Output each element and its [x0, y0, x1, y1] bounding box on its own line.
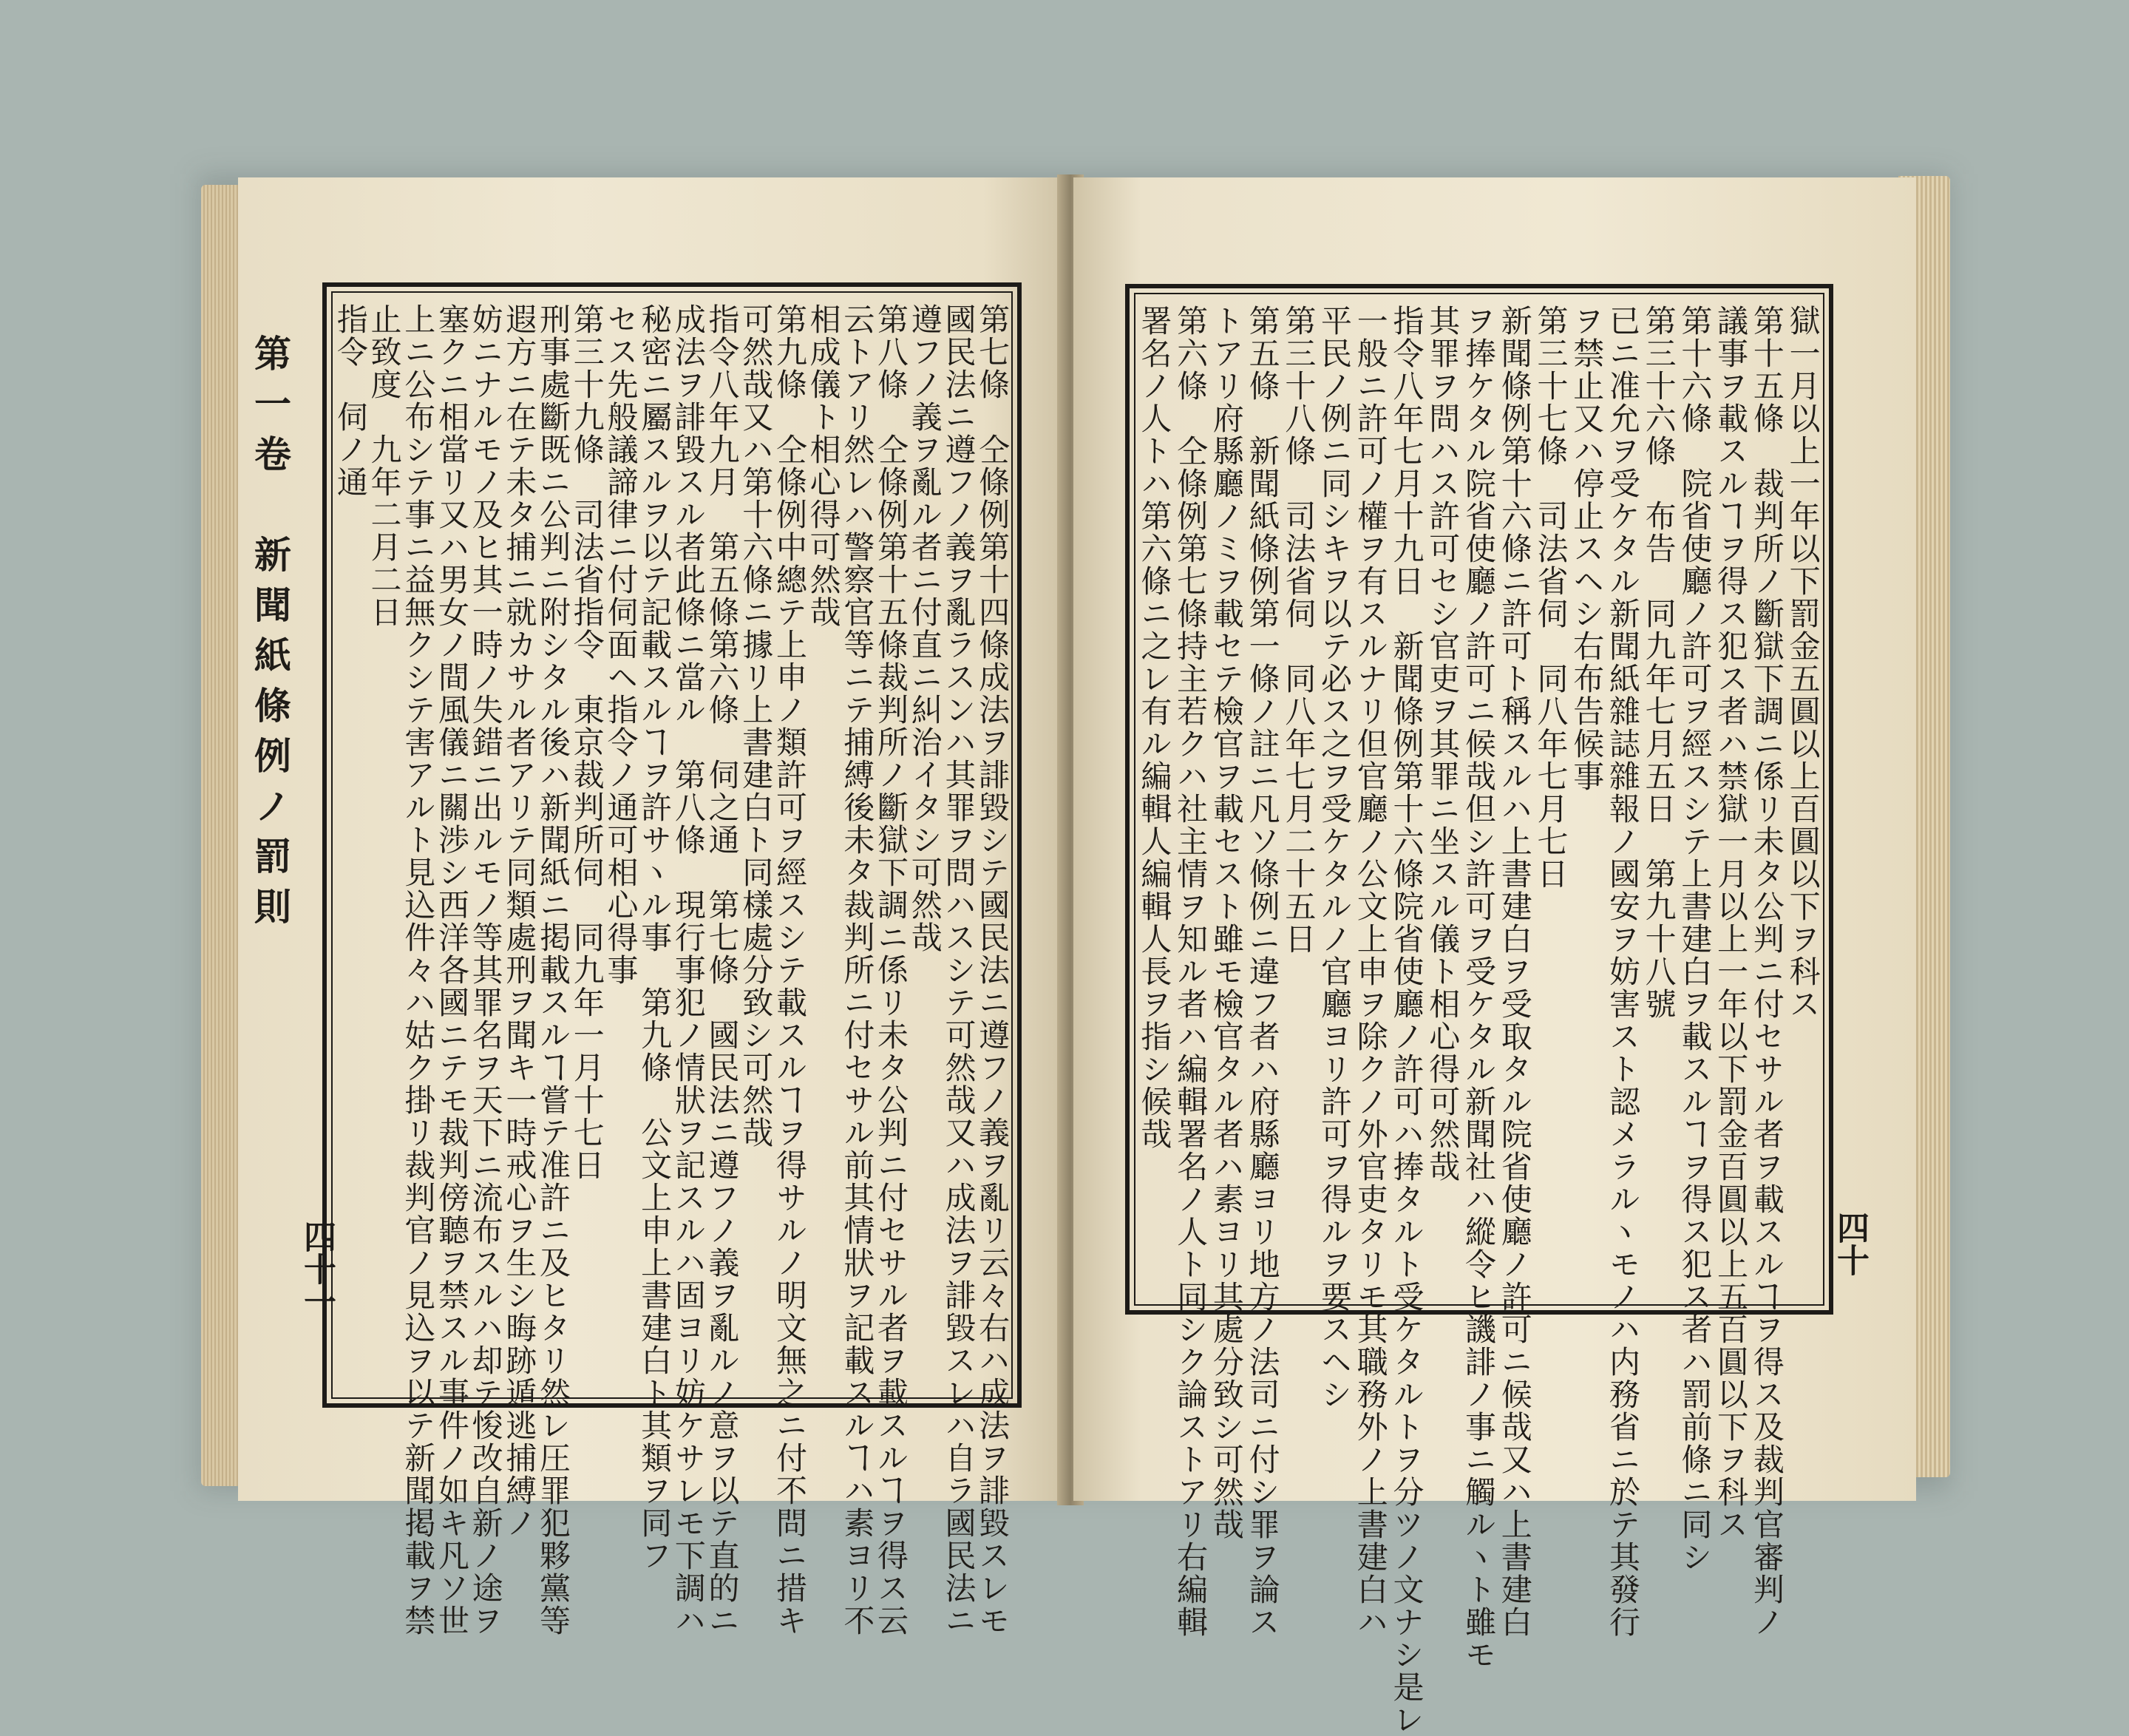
text-column: 指令八年七月十九日 新聞條例第十六條院省使廳ノ許可ハ捧タルト受ケタルトヲ分ツノ文ナシ是レ	[1388, 305, 1425, 1736]
text-column: 上ニ公布シテ事ニ益無クシテ害アルト見込件々ハ姑ク掛リ裁判官ノ見込ヲ以テ新聞掲載ヲ禁	[400, 303, 437, 1637]
text-column: 成法ヲ誹毀スル者此條ニ當ル 第八條 現行事犯ノ情狀ヲ記スルハ固ヨリ妨ケサレモ下調ハ	[670, 303, 707, 1637]
text-column: 新聞條例第十六條ニ許可ト稱スルハ上書建白ヲ受取タル院省使廳ノ許可ニ候哉又ハ上書建白	[1496, 305, 1533, 1638]
text-column: 議事ヲ載スルヿヲ得ス犯ス者ハ禁獄一月以上一年以下罰金百圓以上五百圓以下ヲ科ス	[1713, 305, 1750, 1541]
text-column: 第十五條 裁判所ノ斷獄下調ニ係リ未タ公判ニ付セサル者ヲ載スルヿヲ得ス及裁判官審判ノ	[1748, 305, 1785, 1638]
text-column: ヲ禁止又ハ停止スヘシ右布告候事	[1569, 305, 1606, 793]
text-column: 已ニ准允ヲ受ケタル新聞紙雜誌雜報ノ國安ヲ妨害スト認メラルヽモノハ内務省ニ於テ其發行	[1604, 305, 1641, 1638]
text-column: 指令八年九月 第五條第六條 伺之通 第七條 國民法ニ遵フノ義ヲ亂ルノ意ヲ以テ直的ニ	[704, 303, 741, 1637]
right-page	[1073, 177, 1916, 1736]
text-column: ヲ捧ケタル院省使廳ノ許可ニ候哉但シ許可ヲ受ケタル新聞社ハ縱令ヒ譏誹ノ事ニ觸ルヽト雖モ	[1461, 305, 1497, 1671]
text-column: セス先般議諦律ニ付伺面ヘ指令ノ通可相心得事	[602, 303, 639, 986]
text-column: 第九條 仝條例中總テ上申ノ類許可ヲ經スシテ載スルヿヲ得サルノ明文無之ニ付不問ニ措キ	[771, 303, 808, 1637]
text-column: 秘密ニ屬スルヲ以テ記載スルヿヲ許サヽル事 第九條 公文上申上書建白ト其類ヲ同フ	[636, 303, 673, 1572]
text-column: 刑事處斷既ニ公判ニ附シタル後ハ新聞紙ニ掲載スルヿ嘗テ准許ニ及ヒタリ然レ圧罪犯夥黨等	[535, 303, 572, 1637]
text-column: 第三十九條 司法省指令 東京裁判所伺 同九年一月十七日	[568, 303, 605, 1181]
text-column: 遵フノ義ヲ亂ル者ニ付直ニ糾治イタシ可然哉	[906, 303, 943, 954]
text-column: 第三十六條 布告 同九年七月五日 第九十八號	[1640, 305, 1677, 1020]
text-column: 止致度 九年二月二日	[366, 303, 403, 628]
text-column: 第五條 新聞紙條例第一條ノ註ニ凡ソ條例ニ違フ者ハ府縣廳ヨリ地方ノ法司ニ付シ罪ヲ論ス	[1244, 305, 1281, 1638]
text-column: 第三十七條 司法省伺 同八年七月七日	[1532, 305, 1569, 890]
text-column: 可然哉又ハ第十六條ニ據リ上書建白ト同樣處分致シ可然哉	[738, 303, 775, 1149]
left-running-header: 第一卷 新聞紙條例ノ罰則	[248, 334, 292, 937]
text-column: 指令 伺ノ通	[332, 303, 369, 498]
text-column: 獄一月以上一年以下罰金五圓以上百圓以下ヲ科ス	[1785, 305, 1821, 1020]
right-page-number: 四十	[1831, 1211, 1869, 1276]
text-column: 相成儀ト相心得可然哉	[805, 303, 842, 628]
text-column: 署名ノ人トハ第六條ニ之レ有ル編輯人編輯人長ヲ指シ候哉	[1136, 305, 1173, 1150]
text-column: 第六條 仝條例第七條持主若クハ社主情ヲ知ル者ハ編輯署名ノ人ト同シク論ストアリ右編輯	[1172, 305, 1209, 1638]
text-column: 第八條 仝條例第十五條裁判所ノ斷獄下調ニ係リ未タ公判ニ付セサル者ヲ載スルヿヲ得ス云	[873, 303, 910, 1637]
text-column: 遐方ニ在テ未タ捕ニ就カサル者アリテ同類處刑ヲ聞キ一時戒心ヲ生シ晦跡遁逃捕縛ノ	[501, 303, 538, 1539]
text-column: 一般ニ許可ノ權ヲ有スルナリ但官廳ノ公文上申ヲ除クノ外官吏タリモ其職務外ノ上書建白ハ	[1352, 305, 1389, 1638]
text-column: トアリ府縣廳ノミヲ載セテ檢官ヲ載セスト雖モ檢官タル者ハ素ヨリ其處分致シ可然哉	[1208, 305, 1245, 1541]
text-column: 云トアリ然レハ警察官等ニテ捕縛後未タ裁判所ニ付セサル前其情狀ヲ記載スルヿハ素ヨリ不	[839, 303, 876, 1637]
text-column: 妨ニナルモノ及ヒ其一時ノ失錯ニ出ルモノ等其罪名ヲ天下ニ流布スルハ却テ悛改自新ノ途ヲ	[467, 303, 504, 1637]
text-column: 第三十八條 司法省伺 同八年七月二十五日	[1280, 305, 1317, 955]
left-page	[238, 177, 1066, 1637]
text-column: 國民法ニ遵フノ義ヲ亂ラスンハ其罪ヲ問ハスシテ可然哉又ハ成法ヲ誹毀スレハ自ラ國民法ニ	[940, 303, 977, 1637]
text-column: 平民ノ例ニ同シキヲ以テ必ス之ヲ受ケタルノ官廳ヨリ許可ヲ得ルヲ要スヘシ	[1317, 305, 1354, 1411]
text-column: 其罪ヲ問ハス許可セシ官吏ヲ其罪ニ坐スル儀ト相心得可然哉	[1425, 305, 1461, 1183]
left-page-number: 四十一	[298, 1220, 336, 1318]
text-column: 第七條 仝條例第十四條成法ヲ誹毀シテ國民法ニ遵フノ義ヲ亂リ云々右ハ成法ヲ誹毀スレモ	[974, 303, 1011, 1637]
text-column: 塞クニ相當リ又ハ男女ノ間風儀ニ關渉シ西洋各國ニテモ裁判傍聽ヲ禁スル事件ノ如キ凡ソ世	[433, 303, 470, 1637]
text-column: 第十六條 院省使廳ノ許可ヲ經スシテ上書建白ヲ載スルヿヲ得ス犯ス者ハ罰前條ニ同シ	[1677, 305, 1714, 1573]
